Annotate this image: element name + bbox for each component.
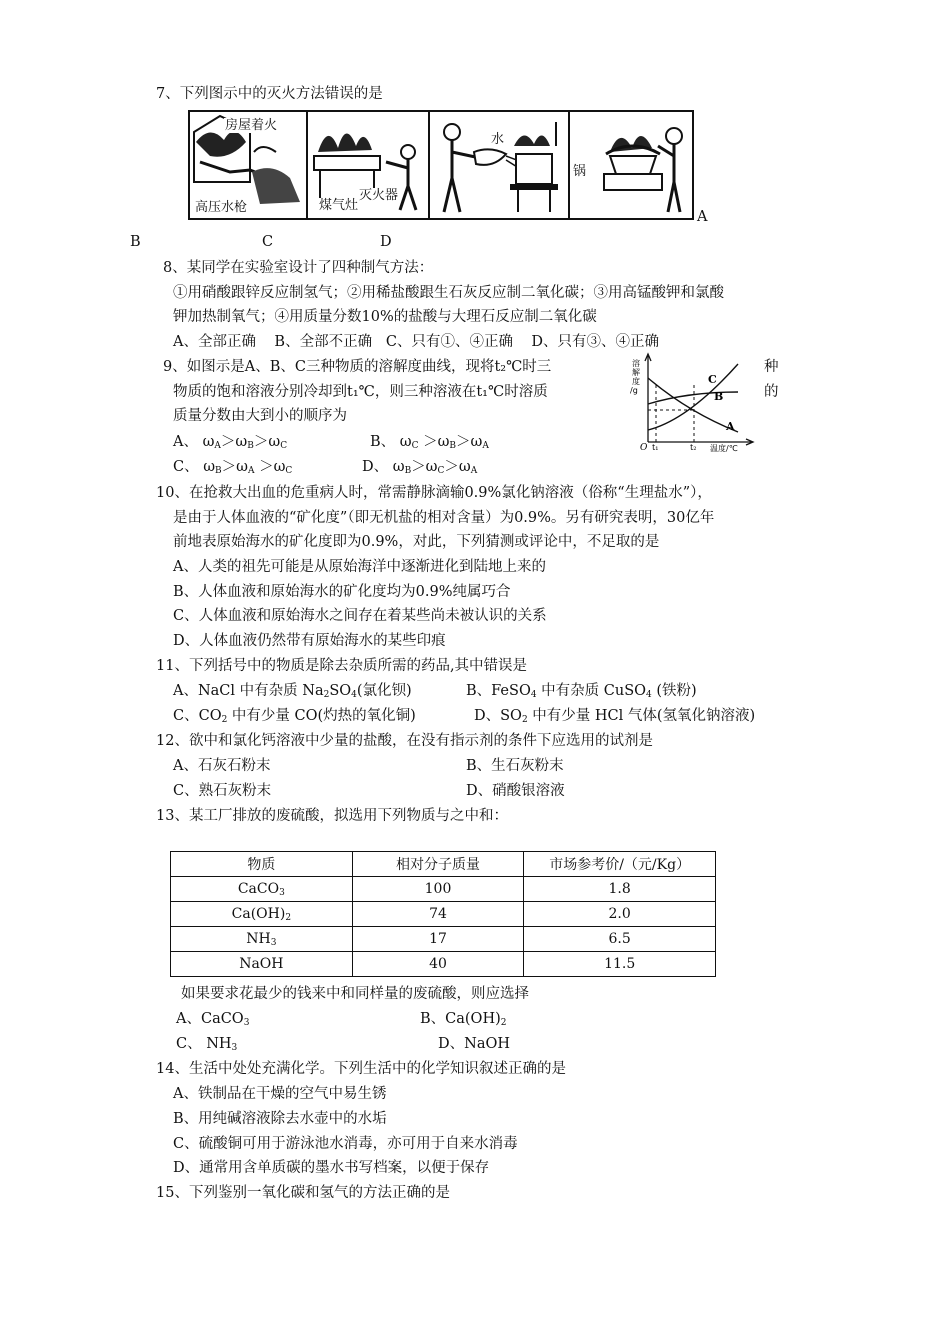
question-12-stem: 12、欲中和氯化钙溶液中少量的盐酸，在没有指示剂的条件下应选用的试剂是 — [156, 733, 653, 749]
table-cell-mass: 100 — [352, 877, 524, 902]
neutralizer-price-table — [170, 851, 716, 977]
q12-option-b: B、生石灰粉末 — [466, 758, 564, 774]
q13-option-b: B、$Ca(OH)_2$ — [420, 1011, 507, 1028]
q7-label-d: D — [380, 234, 392, 250]
q7-panel-4 — [570, 112, 692, 218]
q9-option-a: A、 $\omega_A>\omega_B>\omega_C$ — [173, 434, 288, 451]
question-13-stem: 13、某工厂排放的废硫酸，拟选用下列物质与之中和： — [156, 808, 508, 824]
solubility-curve-graph — [628, 352, 758, 452]
q7-panel-1 — [190, 112, 308, 218]
q7-panel-2-label-right: 灭火器 — [359, 188, 399, 203]
table-row — [171, 902, 716, 927]
question-9-line-1-tail: 种 — [764, 359, 779, 375]
table-header: 相对分子质量 — [352, 852, 524, 877]
graph-t1: t₁ — [652, 443, 659, 452]
table-cell-substance: $NH_3$ — [171, 927, 353, 952]
q12-option-d: D、硝酸银溶液 — [466, 783, 565, 799]
q13-option-c: C、 $NH_3$ — [176, 1036, 238, 1053]
question-9-line-1: 9、如图示是A、B、C三种物质的溶解度曲线，现将t₂℃时三 — [163, 359, 552, 375]
curve-a — [648, 378, 738, 432]
table-cell-price: 6.5 — [524, 927, 716, 952]
question-10-line-2: 是由于人体血液的“矿化度”（即无机盐的相对含量）为0.9%。另有研究表明，30亿年 — [173, 510, 715, 526]
graph-xlabel: 温度/℃ — [710, 444, 738, 452]
q10-option-c: C、人体血液和原始海水之间存在着某些尚未被认识的关系 — [173, 608, 547, 624]
q14-option-c: C、硫酸铜可用于游泳池水消毒，亦可用于自来水消毒 — [173, 1136, 518, 1152]
graph-ylabel: 溶解度/g — [630, 359, 640, 395]
question-8-line-1: ①用硝酸跟锌反应制氢气；②用稀盐酸跟生石灰反应制二氧化碳；③用高锰酸钾和氯酸 — [173, 285, 724, 301]
question-9-line-2-tail: 的 — [764, 384, 779, 400]
table-cell-price: 1.8 — [524, 877, 716, 902]
graph-t2: t₂ — [690, 443, 697, 452]
q11-option-c: C、$CO_2$ 中有少量 CO(灼热的氧化铜) — [173, 708, 416, 725]
q14-option-b: B、用纯碱溶液除去水壶中的水垢 — [173, 1111, 387, 1127]
q11-option-b: B、FeSO$_4$ 中有杂质 CuSO$_4$ (铁粉) — [466, 683, 697, 700]
q7-label-b: B — [130, 234, 141, 250]
q12-option-c: C、熟石灰粉末 — [173, 783, 272, 799]
table-header-row — [171, 852, 716, 877]
table-cell-price: 11.5 — [524, 952, 716, 977]
question-14-stem: 14、生活中处处充满化学。下列生活中的化学知识叙述正确的是 — [156, 1061, 566, 1077]
question-11-stem: 11、下列括号中的物质是除去杂质所需的药品,其中错误是 — [156, 658, 528, 674]
q7-label-c: C — [262, 234, 274, 250]
q10-option-d: D、人体血液仍然带有原始海水的某些印痕 — [173, 633, 446, 649]
q12-option-a: A、石灰石粉末 — [173, 758, 271, 774]
graph-label-b: B — [714, 390, 724, 403]
table-row — [171, 927, 716, 952]
q13-option-d: D、NaOH — [438, 1036, 510, 1052]
q7-fire-illustration — [188, 110, 694, 220]
table-cell-mass: 17 — [352, 927, 524, 952]
question-9-line-3: 质量分数由大到小的顺序为 — [173, 408, 347, 424]
question-9-line-2: 物质的饱和溶液分别冷却到t₁℃，则三种溶液在t₁℃时溶质 — [173, 384, 548, 400]
table-cell-mass: 40 — [352, 952, 524, 977]
table-header: 物质 — [171, 852, 353, 877]
q7-panel-2-label-left: 煤气灶 — [319, 198, 359, 213]
q10-option-b: B、人体血液和原始海水的矿化度均为0.9%纯属巧合 — [173, 584, 511, 600]
table-row — [171, 952, 716, 977]
q7-label-a: A — [697, 209, 708, 225]
question-15-stem: 15、下列鉴别一氧化碳和氢气的方法正确的是 — [156, 1185, 450, 1201]
question-10-line-1: 10、在抢救大出血的危重病人时，常需静脉滴输0.9%氯化钠溶液（俗称“生理盐水”）， — [156, 485, 712, 501]
q9-option-b: B、 $\omega_C >\omega_B>\omega_A$ — [370, 434, 489, 451]
table-cell-substance: $Ca(OH)_2$ — [171, 902, 353, 927]
curve-c — [648, 364, 738, 430]
table-cell-substance: CaCO$_3$ — [171, 877, 353, 902]
q7-panel-4-label: 锅 — [573, 164, 587, 179]
table-cell-mass: 74 — [352, 902, 524, 927]
q9-option-d: D、 $\omega_B>\omega_C>\omega_A$ — [362, 459, 478, 476]
curve-b — [648, 392, 738, 404]
question-8-stem: 8、某同学在实验室设计了四种制气方法： — [163, 260, 434, 276]
q7-panel-1-label-top: 房屋着火 — [225, 118, 278, 133]
question-13-followup: 如果要求花最少的钱来中和同样量的废硫酸，则应选择 — [181, 986, 529, 1002]
q7-panel-3 — [430, 112, 570, 218]
pan-lid-icon — [570, 112, 690, 218]
question-8-line-2: 钾加热制氧气；④用质量分数10%的盐酸与大理石反应制二氧化碳 — [173, 309, 597, 325]
table-cell-price: 2.0 — [524, 902, 716, 927]
question-8-options: A、全部正确 B、全部不正确 C、只有①、④正确 D、只有③、④正确 — [173, 334, 660, 350]
q10-option-a: A、人类的祖先可能是从原始海洋中逐渐进化到陆地上来的 — [173, 559, 546, 575]
question-7-stem: 7、下列图示中的灭火方法错误的是 — [156, 86, 383, 102]
table-cell-substance: NaOH — [171, 952, 353, 977]
graph-label-c: C — [708, 373, 717, 386]
q13-option-a: A、CaCO$_3$ — [176, 1011, 250, 1028]
q9-option-c: C、 $\omega_B>\omega_A >\omega_C$ — [173, 459, 293, 476]
graph-origin: O — [640, 443, 648, 452]
q14-option-d: D、通常用含单质碳的墨水书写档案，以便于保存 — [173, 1160, 490, 1176]
q11-option-d: D、$SO_2$ 中有少量 HCl 气体(氢氧化钠溶液) — [474, 708, 756, 725]
graph-label-a: A — [726, 420, 735, 433]
q11-option-a: A、NaCl 中有杂质 $Na_2SO_4$(氯化钡) — [173, 683, 412, 700]
table-row — [171, 877, 716, 902]
question-10-line-3: 前地表原始海水的矿化度即为0.9%，对此，下列猜测或评论中，不足取的是 — [173, 534, 660, 550]
q14-option-a: A、铁制品在干燥的空气中易生锈 — [173, 1086, 387, 1102]
q7-panel-2 — [308, 112, 430, 218]
table-header: 市场参考价/（元/Kg） — [524, 852, 716, 877]
q7-panel-3-label: 水 — [491, 132, 505, 147]
water-on-appliance-icon — [430, 112, 568, 218]
q7-panel-1-label-bottom: 高压水枪 — [195, 200, 248, 215]
